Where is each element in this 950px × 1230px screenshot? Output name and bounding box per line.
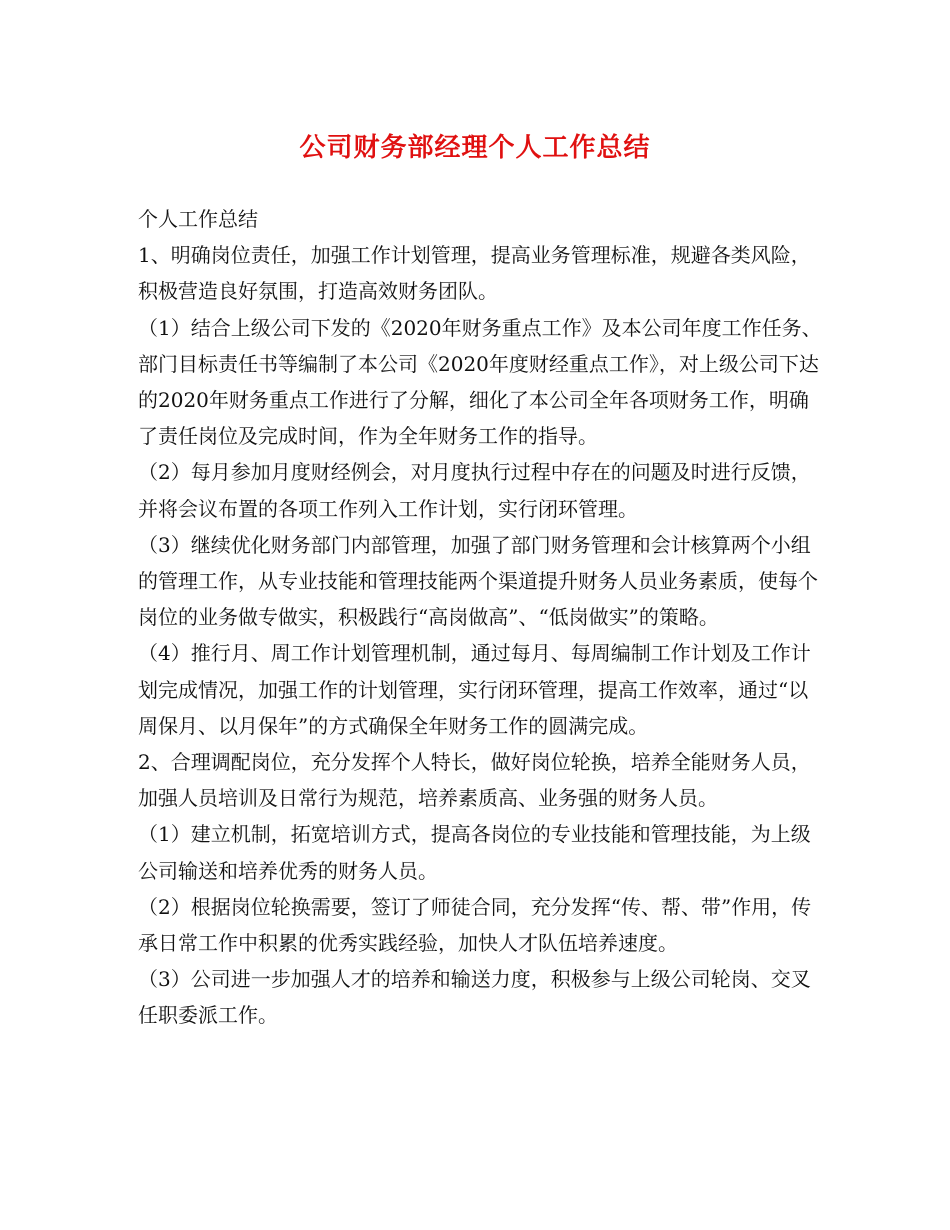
section-heading: 个人工作总结 bbox=[138, 207, 258, 231]
paragraph-1-4: （4）推行月、周工作计划管理机制，通过每月、每周编制工作计划及工作计划完成情况，加强工作的计划管理，实行闭环管理，提高工作效率，通过“以周保月、以月保年”的方式确保全年财务工作的圆满完成。 bbox=[138, 641, 811, 738]
paragraph-2-1: （1）建立机制，拓宽培训方式，提高各岗位的专业技能和管理技能，为上级公司输送和培养优秀的财务人员。 bbox=[138, 822, 811, 883]
document-body bbox=[138, 201, 828, 1034]
paragraph-1-3: （3）继续优化财务部门内部管理，加强了部门财务管理和会计核算两个小组的管理工作，从专业技能和管理技能两个渠道提升财务人员业务素质，使每个岗位的业务做专做实，积极践行“高岗做高”、“低岗做实”的策略。 bbox=[138, 532, 818, 630]
document-title: 公司财务部经理个人工作总结 bbox=[299, 133, 651, 163]
paragraph-1: 1、明确岗位责任，加强工作计划管理，提高业务管理标准，规避各类风险，积极营造良好氛围，打造高效财务团队。 bbox=[138, 243, 811, 304]
paragraph-2-3: （3）公司进一步加强人才的培养和输送力度，积极参与上级公司轮岗、交叉任职委派工作。 bbox=[138, 967, 811, 1028]
paragraph-1-2: （2）每月参加月度财经例会，对月度执行过程中存在的问题及时进行反馈，并将会议布置的各项工作列入工作计划，实行闭环管理。 bbox=[138, 460, 811, 521]
paragraph-1-1: （1）结合上级公司下发的《2020年财务重点工作》及本公司年度工作任务、部门目标责任书等编制了本公司《2020年度财经重点工作》，对上级公司下达的2020年财务重点工作进行了分解，细化了本公司全年各项财务工作，明确了责任岗位及完成时间，作为全年财务工作的指导。 bbox=[138, 315, 822, 449]
paragraph-2: 2、合理调配岗位，充分发挥个人特长，做好岗位轮换，培养全能财务人员，加强人员培训及日常行为规范，培养素质高、业务强的财务人员。 bbox=[138, 750, 811, 811]
paragraph-2-2: （2）根据岗位轮换需要，签订了师徒合同，充分发挥“传、帮、带”作用，传承日常工作中积累的优秀实践经验，加快人才队伍培养速度。 bbox=[138, 894, 812, 956]
